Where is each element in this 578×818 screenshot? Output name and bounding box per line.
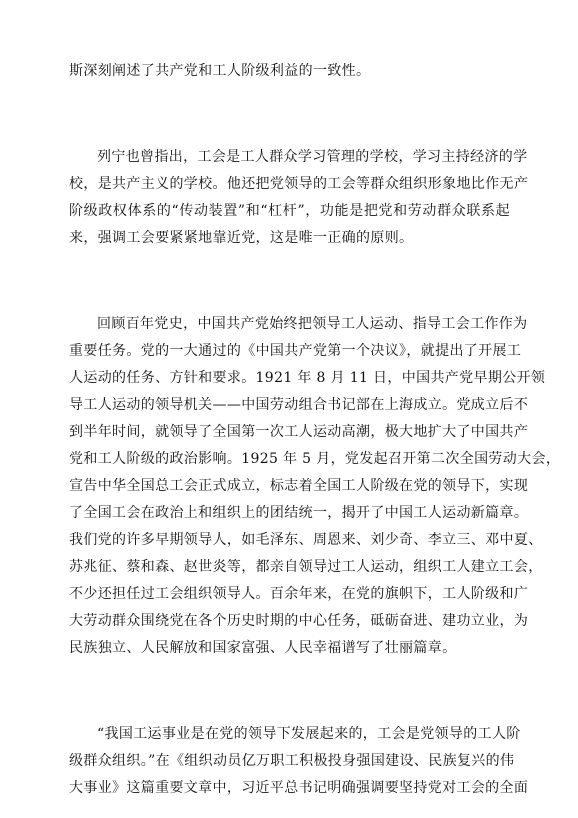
text-line: 大事业》这篇重要文章中，习近平总书记明确强调要坚持党对工会的全面: [69, 780, 529, 796]
text-line: “我国工运事业是在党的领导下发展起来的，工会是党领导的工人阶: [97, 726, 521, 742]
text-line: 级群众组织。”在《组织动员亿万职工积极投身强国建设、民族复兴的伟: [69, 753, 515, 769]
text-line: 阶级政权体系的“传动装置”和“杠杆”，功能是把党和劳动群众联系起: [69, 203, 510, 219]
text-line: 到半年时间，就领导了全国第一次工人运动高潮，极大地扩大了中国共产: [69, 424, 529, 440]
text-line: 大劳动群众围绕党在各个历史时期的中心任务，砥砺奋进、建功立业，为: [69, 613, 529, 629]
text-line: 宣告中华全国总工会正式成立，标志着全国工人阶级在党的领导下，实现: [69, 478, 529, 494]
text-line: 了全国工会在政治上和组织上的团结统一，揭开了中国工人运动新篇章。: [69, 505, 529, 521]
text-line: 来，强调工会要紧紧地靠近党，这是唯一正确的原则。: [69, 230, 414, 246]
text-line: 民族独立、人民解放和国家富强、人民幸福谱写了壮丽篇章。: [69, 640, 457, 656]
text-line: 人运动的任务、方针和要求。1921 年 8 月 11 日，中国共产党早期公开领: [69, 370, 546, 386]
text-line: 党和工人阶级的政治影响。1925 年 5 月，党发起召开第二次全国劳动大会，: [69, 451, 561, 467]
text-line: 回顾百年党史，中国共产党始终把领导工人运动、指导工会工作作为: [97, 316, 528, 332]
text-line: 导工人运动的领导机关——中国劳动组合书记部在上海成立。党成立后不: [69, 397, 529, 413]
text-line: 列宁也曾指出，工会是工人群众学习管理的学校，学习主持经济的学: [97, 149, 528, 165]
text-line: 苏兆征、蔡和森、赵世炎等，都亲自领导过工人运动，组织工人建立工会，: [69, 559, 543, 575]
text-line: 斯深刻阐述了共产党和工人阶级利益的一致性。: [69, 63, 371, 79]
text-line: 不少还担任过工会组织领导人。百余年来，在党的旗帜下，工人阶级和广: [69, 586, 529, 602]
text-line: 重要任务。党的一大通过的《中国共产党第一个决议》，就提出了开展工: [69, 343, 522, 359]
text-line: 我们党的许多早期领导人，如毛泽东、周恩来、刘少奇、李立三、邓中夏、: [69, 532, 543, 548]
text-line: 校，是共产主义的学校。他还把党领导的工会等群众组织形象地比作无产: [69, 176, 529, 192]
